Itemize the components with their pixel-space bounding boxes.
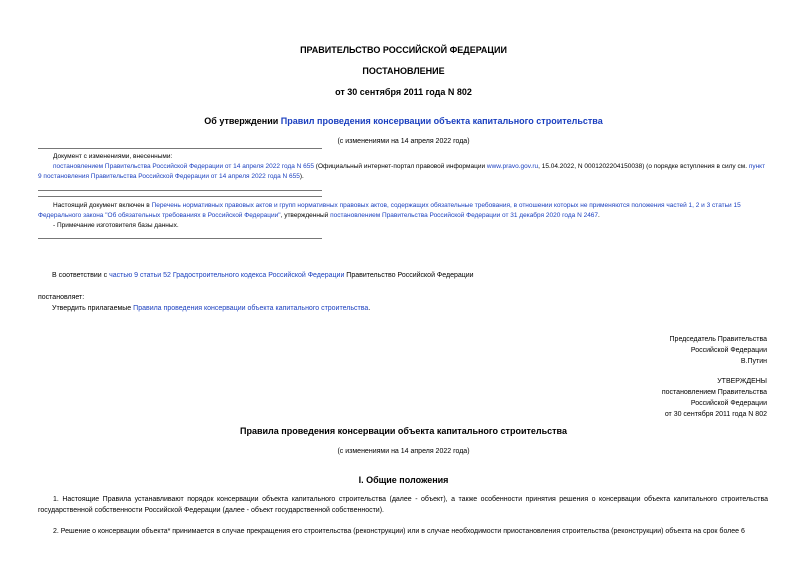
amendment-end: ). — [299, 173, 304, 180]
rules-paragraph-2: 2. Решение о консервации объекта* принимается в случае прекращения его строительства (реконструкции) или в случае необходимости приостановления строительства (реконструкции) объекта на срок более 6 — [53, 528, 745, 535]
rules-paragraph-1: 1. Настоящие Правила устанавливают порядок консервации объекта капитального строительства (далее - объект), а также особенности принятия решения о консервации объекта капитального строительства государственной собственности Российской Федерации (далее - объект государственной собственности). — [38, 496, 768, 514]
divider — [38, 238, 322, 239]
rules-link[interactable]: Правила проведения консервации объекта капитального строительства — [133, 305, 369, 312]
amendment-mid: (Официальный интернет-портал правовой информации — [314, 163, 487, 170]
approved-by: постановлением Правительства — [661, 389, 767, 396]
pravo-site-link[interactable]: www.pravo.gov.ru — [486, 163, 539, 170]
registry-b: , утвержденный — [280, 212, 331, 219]
government-name: ПРАВИТЕЛЬСТВО РОССИЙСКОЙ ФЕДЕРАЦИИ — [300, 45, 507, 55]
amendment-text — [38, 162, 768, 182]
document-date: от 30 сентября 2011 года N 802 — [335, 87, 472, 97]
title-prefix: Об утверждении — [204, 116, 281, 126]
approved-block — [662, 376, 767, 420]
signature-position: Председатель Правительства — [669, 336, 767, 343]
amendment-link[interactable]: постановлением Правительства Российской Федерации от 14 апреля 2022 года N 655 — [53, 163, 314, 170]
registry-decree-link[interactable]: постановлением Правительства Российской Федерации от 31 декабря 2020 года N 2467 — [330, 212, 599, 219]
resolves: постановляет: — [38, 294, 85, 301]
registry-note — [38, 201, 768, 231]
signature-block — [670, 334, 767, 367]
code-link[interactable]: частью 9 статьи 52 Градостроительного кодекса Российской Федерации — [109, 272, 345, 279]
approved-label: УТВЕРЖДЕНЫ — [717, 378, 767, 385]
registry-text — [38, 201, 768, 221]
registry-footer: - Примечание изготовителя базы данных. — [53, 222, 179, 229]
registry-a: Настоящий документ включен в — [53, 202, 152, 209]
divider — [38, 196, 322, 197]
preamble-a: В соответствии с — [52, 272, 110, 279]
approve-text — [52, 303, 370, 314]
title-link[interactable]: Правил проведения консервации объекта капитального строительства — [280, 116, 603, 126]
signature-name: В.Путин — [740, 358, 767, 365]
amendment-link-2[interactable]: пункт 9 постановления Правительства Российской Федерации от 14 апреля 2022 года N 655 — [38, 163, 766, 180]
preamble — [52, 270, 474, 281]
page-title — [0, 116, 807, 126]
approve-a: Утвердить прилагаемые — [52, 305, 134, 312]
divider — [38, 148, 322, 149]
divider — [38, 190, 322, 191]
signature-country: Российской Федерации — [690, 347, 767, 354]
amendment-note — [38, 152, 768, 182]
preamble-b: Правительство Российской Федерации — [344, 272, 474, 279]
amendment-head: Документ с изменениями, внесенными: — [53, 153, 173, 160]
registry-list-link[interactable]: Перечень нормативных правовых актов и групп нормативных правовых актов, содержащих обязательные требования, в отношении которых не применяются положения частей 1, 2 и 3 статьи 15 Федерального закона "Об обязательных требованиях в Российской Федерации" — [38, 202, 741, 219]
registry-c: . — [598, 212, 600, 219]
rules-title: Правила проведения консервации объекта капитального строительства — [240, 426, 567, 436]
document-type: ПОСТАНОВЛЕНИЕ — [362, 66, 445, 76]
approve-b: . — [368, 305, 371, 312]
approved-date: от 30 сентября 2011 года N 802 — [664, 411, 767, 418]
revision-note: (с изменениями на 14 апреля 2022 года) — [337, 138, 470, 145]
rules-revision: (с изменениями на 14 апреля 2022 года) — [337, 448, 470, 455]
approved-country: Российской Федерации — [690, 400, 767, 407]
section-heading: I. Общие положения — [358, 475, 449, 485]
amendment-tail: , 15.04.2022, N 0001202204150038) (о порядке вступления в силу см. — [538, 163, 749, 170]
